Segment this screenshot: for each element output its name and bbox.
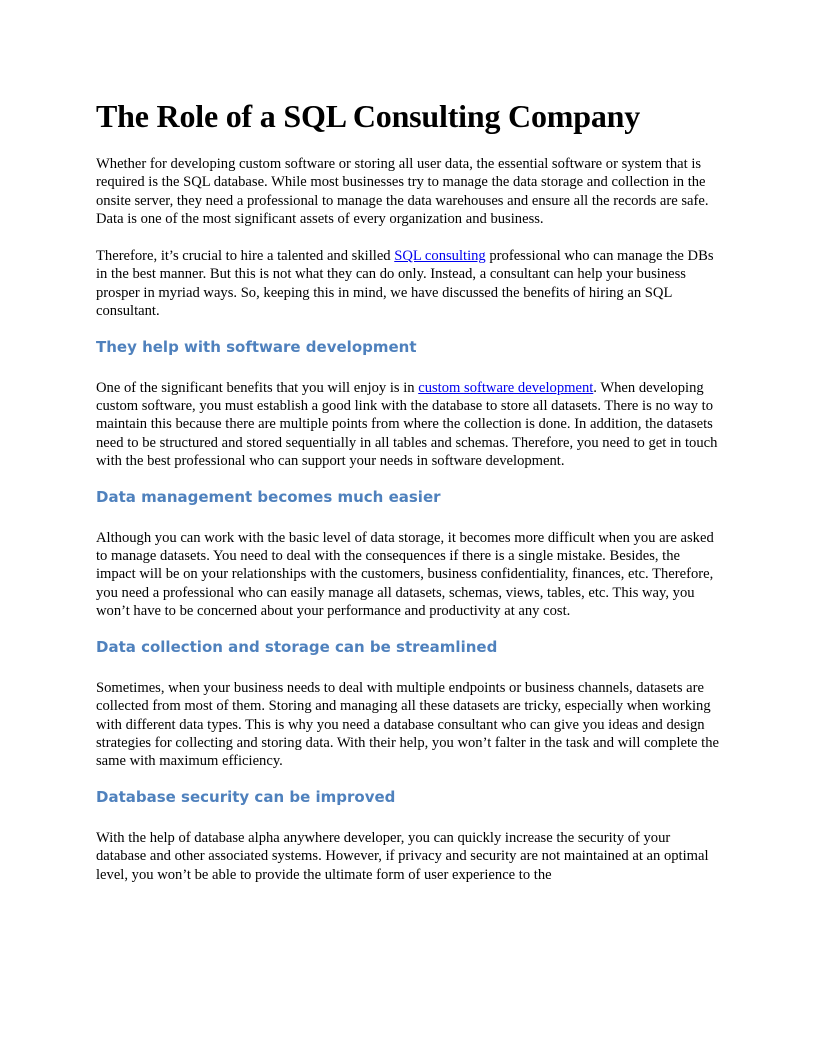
document-page: [96, 96, 720, 884]
section-paragraph-data-management: Although you can work with the basic level of data storage, it becomes more difficult when you are asked to manage datasets. You need to deal with the consequences if there is a single mistake. Besides, the impact will be on your relationships with the customers, business confidentiality, finances, etc. Therefore, you need a professional who can easily manage all datasets, schemas, views, tables, etc. This way, you won’t have to be concerned about your performance and productivity at any cost.: [96, 529, 714, 620]
intro-paragraph-2-text-before: Therefore, it’s crucial to hire a talented and skilled: [96, 248, 395, 265]
intro-paragraph-2-text-after: professional who can manage the DBs in the best manner. But this is not what they can do only. Instead, a consultant can help your business prosper in myriad ways. So, keeping this in mind, we have discussed the benefits of hiring an SQL consultant.: [96, 248, 714, 320]
intro-paragraph-1: Whether for developing custom software or storing all user data, the essential software or system that is required is the SQL database. While most businesses try to manage the data storage and collection in the onsite server, they need a professional to manage the data warehouses and ensure all the records are safe. Data is one of the most significant assets of every organization and business.: [96, 156, 709, 228]
page-title: The Role of a SQL Consulting Company: [96, 98, 641, 134]
section-heading-software-development: They help with software development: [96, 337, 417, 356]
section-paragraph-database-security: With the help of database alpha anywhere developer, you can quickly increase the security of your database and other associated systems. However, if privacy and security are not maintained at an optimal level, you won’t be able to provide the ultimate form of user experience to the: [96, 829, 709, 883]
section-heading-database-security: Database security can be improved: [96, 787, 396, 806]
intro-paragraph-2: [96, 247, 720, 321]
section-heading-data-management: Data management becomes much easier: [96, 487, 441, 506]
section-heading-data-collection: Data collection and storage can be streamlined: [96, 637, 498, 656]
section-paragraph-software-text-before: One of the significant benefits that you will enjoy is in: [96, 379, 419, 396]
section-paragraph-software-development: [96, 379, 720, 471]
section-paragraph-data-collection: Sometimes, when your business needs to deal with multiple endpoints or business channels, datasets are collected from most of them. Storing and managing all these datasets are tricky, especially when working with different data types. This is why you need a database consultant who can give you ideas and design strategies for collecting and storing data. With their help, you won’t falter in the task and will complete the same with maximum efficiency.: [96, 679, 719, 770]
custom-software-development-link[interactable]: custom software development: [418, 379, 594, 396]
sql-consulting-link[interactable]: SQL consulting: [394, 248, 486, 265]
section-paragraph-software-text-after: . When developing custom software, you must establish a good link with the database to store all datasets. There is no way to maintain this because there are multiple points from where the collection is done. In addition, the datasets need to be structured and stored sequentially in all tables and schemas. Therefore, you need to get in touch with the best professional who can support your needs in software development.: [96, 379, 718, 470]
